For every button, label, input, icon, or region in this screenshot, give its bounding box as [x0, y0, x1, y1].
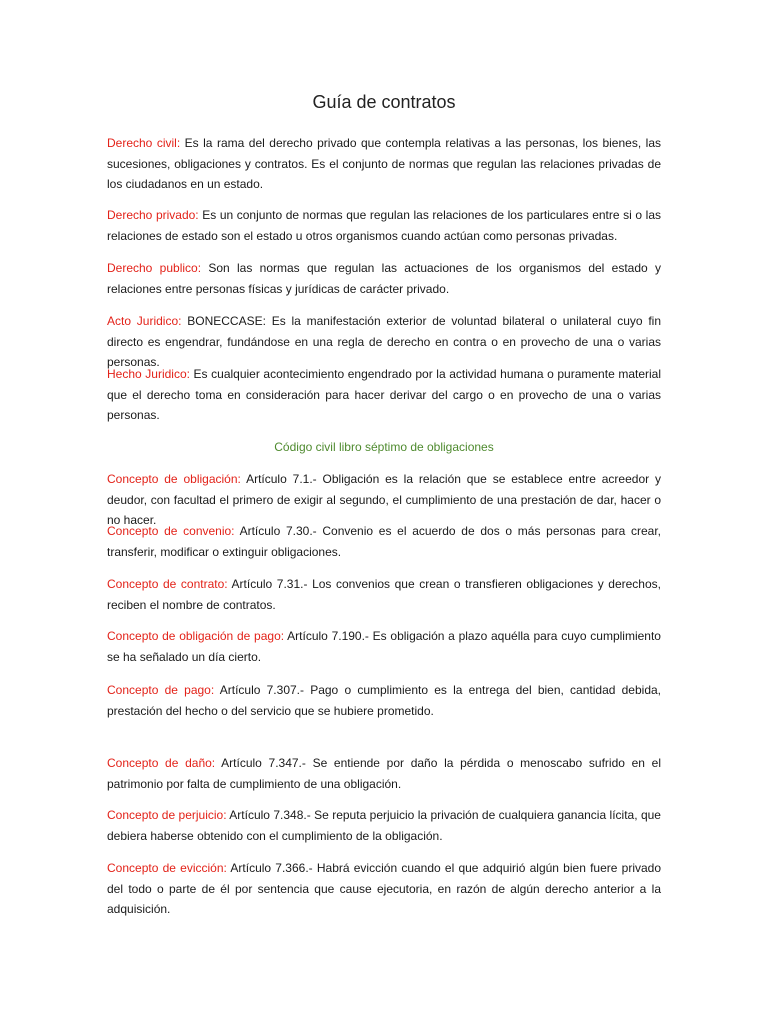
concept-contrato	[107, 574, 661, 615]
term-label: Derecho publico:	[107, 261, 202, 275]
term-label: Concepto de pago:	[107, 683, 215, 697]
term-label: Derecho privado:	[107, 208, 199, 222]
paragraph-text: BONECCASE: Es la manifestación exterior de voluntad bilateral o unilateral cuyo fin directo es engendrar, fundándose en una regla de derecho en contra o en provecho de una o varias personas.	[107, 314, 662, 369]
concept-text: Artículo 7.366.- Habrá evicción cuando el que adquirió algún bien fuere privado del todo o parte de él por sentencia que cause ejecutoria, en razón de algún derecho anterior a la adquisición.	[107, 861, 662, 916]
concept-obligacion-de-pago	[107, 626, 661, 667]
concept-text: Artículo 7.1.- Obligación es la relación que se establece entre acreedor y deudor, con facultad el primero de exigir al segundo, el cumplimiento de una prestación de dar, hacer o no hacer.	[107, 472, 661, 527]
term-label: Concepto de obligación de pago:	[107, 629, 285, 643]
paragraph-derecho-publico	[107, 258, 661, 299]
term-label: Concepto de convenio:	[107, 524, 235, 538]
term-label: Concepto de obligación:	[107, 472, 241, 486]
paragraph-hecho-juridico	[107, 364, 661, 426]
concept-dano	[107, 753, 661, 794]
concept-text: Artículo 7.348.- Se reputa perjuicio la privación de cualquiera ganancia lícita, que debiera haberse obtenido con el cumplimiento de la obligación.	[107, 808, 661, 843]
term-label: Concepto de contrato:	[107, 577, 228, 591]
paragraph-text: Son las normas que regulan las actuaciones de los organismos del estado y relaciones entre personas físicas y jurídicas de carácter privado.	[107, 261, 661, 296]
term-label: Concepto de perjuicio:	[107, 808, 227, 822]
concept-text: Artículo 7.30.- Convenio es el acuerdo de dos o más personas para crear, transferir, modificar o extinguir obligaciones.	[107, 524, 661, 559]
concept-text: Artículo 7.31.- Los convenios que crean o transfieren obligaciones y derechos, reciben el nombre de contratos.	[107, 577, 661, 612]
concept-convenio	[107, 521, 661, 562]
concept-pago	[107, 680, 661, 721]
concept-perjuicio	[107, 805, 661, 846]
paragraph-text: Es la rama del derecho privado que contempla relativas a las personas, los bienes, las sucesiones, obligaciones y contratos. Es el conjunto de normas que regulan las relaciones privadas de los ciudadanos en un estado.	[107, 136, 661, 191]
paragraph-text: Es cualquier acontecimiento engendrado por la actividad humana o puramente material que el derecho toma en consideración para hacer derivar del cargo o en provecho de una o varias personas.	[107, 367, 661, 422]
paragraph-derecho-civil	[107, 133, 661, 195]
term-label: Hecho Juridico:	[107, 367, 190, 381]
concept-text: Artículo 7.190.- Es obligación a plazo aquélla para cuyo cumplimiento se ha señalado un día cierto.	[107, 629, 661, 664]
term-label: Acto Juridico:	[107, 314, 182, 328]
term-label: Concepto de evicción:	[107, 861, 227, 875]
concept-text: Artículo 7.307.- Pago o cumplimiento es la entrega del bien, cantidad debida, prestación del hecho o del servicio que se hubiere prometido.	[107, 683, 662, 718]
concept-eviccion	[107, 858, 661, 920]
paragraph-text: Es un conjunto de normas que regulan las relaciones de los particulares entre si o las relaciones de estado son el estado u otros organismos cuando actúan como personas privadas.	[107, 208, 661, 243]
term-label: Derecho civil:	[107, 136, 181, 150]
concept-text: Artículo 7.347.- Se entiende por daño la pérdida o menoscabo sufrido en el patrimonio por falta de cumplimiento de una obligación.	[107, 756, 661, 791]
term-label: Concepto de daño:	[107, 756, 216, 770]
paragraph-derecho-privado	[107, 205, 661, 246]
document-title: Guía de contratos	[312, 92, 456, 112]
section-heading: Código civil libro séptimo de obligaciones	[274, 440, 494, 454]
